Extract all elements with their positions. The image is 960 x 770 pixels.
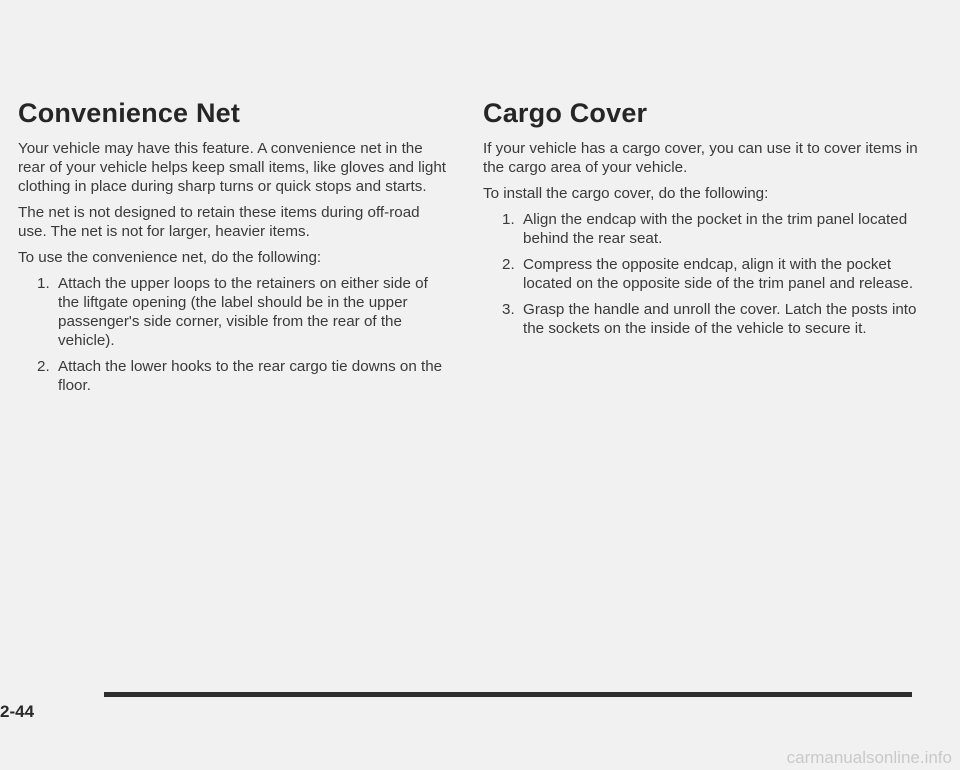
paragraph: To install the cargo cover, do the following: <box>483 185 769 202</box>
step-text: Align the endcap with the pocket in the trim panel located behind the rear seat. <box>523 211 908 247</box>
list-item <box>483 300 923 338</box>
list-item <box>18 357 450 395</box>
step-text: Attach the lower hooks to the rear cargo tie downs on the floor. <box>58 358 443 394</box>
step-text: Attach the upper loops to the retainers on either side of the liftgate opening (the label should be in the upper passenger's side corner, visible from the rear of the vehicle). <box>58 275 428 349</box>
list-item <box>18 274 450 350</box>
step-text: Grasp the handle and unroll the cover. Latch the posts into the sockets on the inside of the vehicle to secure it. <box>523 301 917 337</box>
step-number: 2. <box>37 358 50 375</box>
section-title: Convenience Net <box>18 98 241 128</box>
list-item <box>483 255 923 293</box>
watermark: carmanualsonline.info <box>786 748 952 767</box>
footer-divider <box>104 692 912 697</box>
convenience-net-section <box>18 98 450 402</box>
steps-list <box>18 274 450 395</box>
paragraph: Your vehicle may have this feature. A convenience net in the rear of your vehicle helps keep small items, like gloves and light clothing in place during sharp turns or quick stops and starts. <box>18 140 446 195</box>
step-number: 2. <box>502 256 515 273</box>
step-number: 3. <box>502 301 515 318</box>
paragraph: The net is not designed to retain these items during off-road use. The net is not for larger, heavier items. <box>18 204 420 240</box>
paragraph: If your vehicle has a cargo cover, you can use it to cover items in the cargo area of your vehicle. <box>483 140 918 176</box>
list-item <box>483 210 923 248</box>
step-text: Compress the opposite endcap, align it with the pocket located on the opposite side of the trim panel and release. <box>523 256 914 292</box>
step-number: 1. <box>502 211 515 228</box>
cargo-cover-section <box>483 98 923 345</box>
steps-list <box>483 210 923 338</box>
page-number: 2-44 <box>0 702 35 721</box>
paragraph: To use the convenience net, do the following: <box>18 249 322 266</box>
section-title: Cargo Cover <box>483 98 648 128</box>
step-number: 1. <box>37 275 50 292</box>
